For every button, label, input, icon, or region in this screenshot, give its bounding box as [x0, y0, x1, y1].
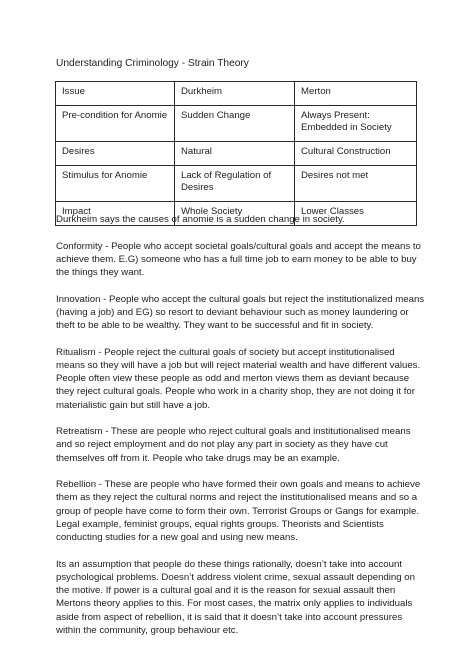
paragraph-durkheim-anomie: Durkheim says the causes of anomie is a sudden change in society. — [56, 214, 345, 225]
table-row — [56, 166, 417, 202]
table-cell: Lack of Regulation of Desires — [175, 166, 295, 202]
table-header-row — [56, 82, 417, 106]
table-cell: Desires not met — [295, 166, 417, 202]
table-cell: Desires — [56, 142, 175, 166]
table-cell: Natural — [175, 142, 295, 166]
paragraph-ritualism: Ritualism - People reject the cultural goals of society but accept institutionalised means so they will have a job but will reject material wealth and have different values. People often view these people as odd and merton views them as deviant because they reject cultural goals. People who work in a charity shop, they are not doing it for materialistic gain but still have a job. — [56, 346, 421, 411]
paragraph-rebellion: Rebellion - These are people who have formed their own goals and means to achieve them as they reject the cultural norms and reject the institutionalised means and so a group of people have come to form their own. Terrorist Groups or Gangs for example. Legal example, feminist groups, equal rights groups. Theorists and Scientists conducting studies for a new goal and using new means. — [56, 479, 421, 543]
table-cell: Pre-condition for Anomie — [56, 106, 175, 142]
table-row — [56, 142, 417, 166]
document-title: Understanding Criminology - Strain Theory — [56, 58, 249, 69]
paragraph-evaluation: Its an assumption that people do these things rationally, doesn’t take into account psychological problems. Doesn’t address violent crime, sexual assault depending on the motive. If power is a cultural goal and it is the reason for sexual assault then Mertons theory applies to this. For most cases, the matrix only applies to individuals aside from aspect of rebellion, it is said that it doesn’t take into account pressures within the community, group behaviour etc. — [56, 558, 415, 636]
document-body — [56, 213, 426, 637]
comparison-table — [55, 81, 417, 226]
table-cell: Lower Classes — [295, 202, 417, 226]
table-cell: Cultural Construction — [295, 142, 417, 166]
paragraph-innovation: Innovation - People who accept the cultural goals but reject the institutionalized means (having a job) and EG) so resort to deviant behaviour such as money laundering or theft to be able to be wealthy. They want to be successful and fit in society. — [56, 293, 425, 331]
paragraph-retreatism: Retreatism - These are people who reject cultural goals and institutionalised means and so reject employment and do not play any part in society as they have cut themselves off from it. People who take drugs may be an example. — [56, 426, 411, 464]
table-cell: Whole Society — [175, 202, 295, 226]
table-cell: Always Present: Embedded in Society — [295, 106, 417, 142]
paragraph-conformity: Conformity - People who accept societal goals/cultural goals and accept the means to achieve them. E.G) someone who has a full time job to earn money to be able to buy the things they want. — [56, 240, 421, 278]
table-header-cell: Issue — [56, 82, 175, 106]
table-header-cell: Durkheim — [175, 82, 295, 106]
table-row — [56, 106, 417, 142]
table-cell: Sudden Change — [175, 106, 295, 142]
table-cell: Stimulus for Anomie — [56, 166, 175, 202]
table-header-cell: Merton — [295, 82, 417, 106]
table-cell: Impact — [56, 202, 175, 226]
